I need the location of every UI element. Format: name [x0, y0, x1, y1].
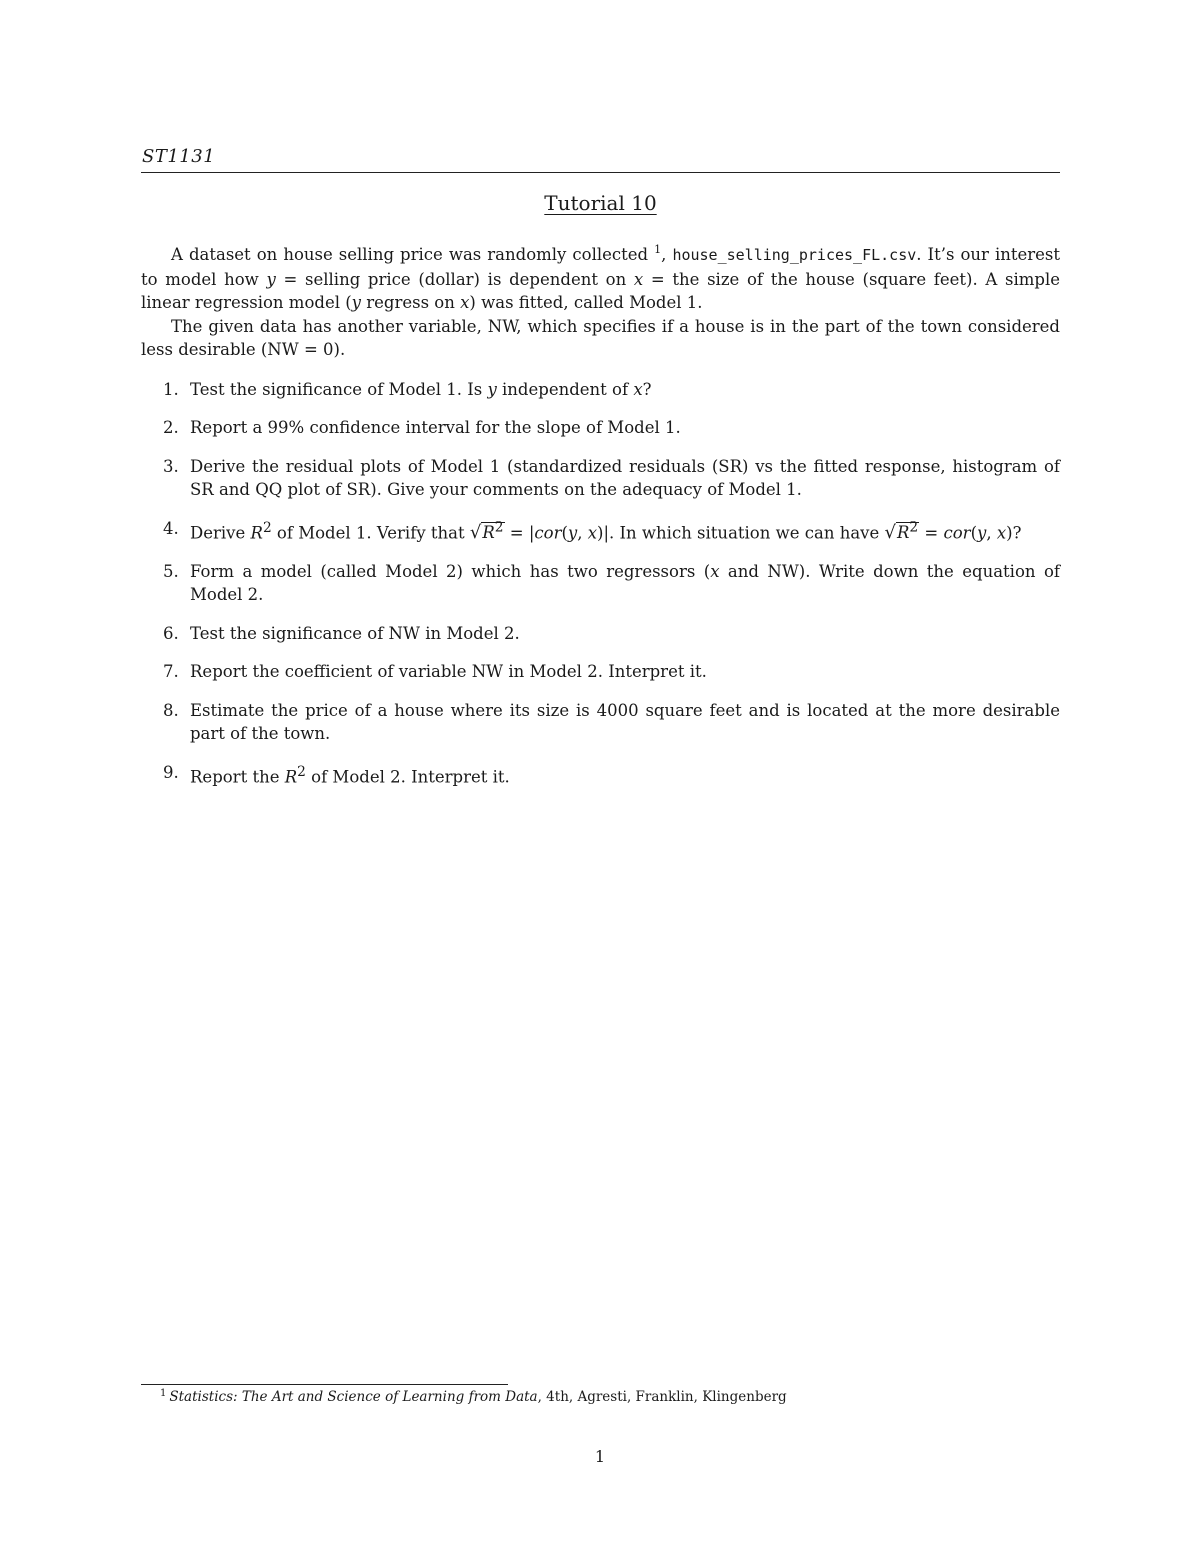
- intro-text: = selling price (dollar) is dependent on: [275, 269, 634, 289]
- question-text: Estimate the price of a house where its size is 4000 square feet and is located at the more desirable part of the town.: [190, 700, 1060, 743]
- math-superscript: 2: [494, 519, 504, 536]
- question-text: independent of: [496, 379, 634, 399]
- question-list: [141, 378, 1060, 789]
- math-variable-y: y: [266, 269, 276, 289]
- question-number: 4.: [163, 518, 179, 538]
- question-number: 3.: [163, 456, 179, 476]
- question-text: of Model 1. Verify that: [271, 523, 470, 542]
- math-variable-r: R: [250, 523, 263, 542]
- radicand: [481, 519, 504, 542]
- question-item: [141, 660, 1060, 684]
- math-variable-x: x: [633, 379, 643, 399]
- question-item: [141, 416, 1060, 440]
- footnote-divider: [141, 1384, 508, 1385]
- question-number: 1.: [163, 379, 179, 399]
- radical-sign: √: [884, 522, 896, 543]
- page-header: [141, 146, 1060, 173]
- question-text: Derive: [190, 523, 251, 542]
- page-number: 1: [594, 1447, 606, 1466]
- intro-text: . It’s our interest to model how: [141, 245, 1060, 289]
- question-text: Derive the residual plots of Model 1 (standardized residuals (SR) vs the fitted response, histogram of SR and QQ plot of SR). Give your comments on the adequacy of Model 1.: [190, 456, 1060, 499]
- radicand: [896, 519, 919, 542]
- question-text: and NW). Write down the equation of Model 2.: [190, 561, 1060, 604]
- question-text: Test the significance of Model 1. Is: [190, 379, 488, 399]
- dataset-filename: house_selling_prices_FL.csv: [672, 246, 917, 264]
- question-text: ,: [986, 523, 997, 542]
- question-number: 9.: [163, 762, 179, 782]
- footnote: [160, 1388, 787, 1405]
- question-number: 5.: [163, 561, 179, 581]
- math-variable-y: y: [567, 523, 578, 542]
- question-text: Report the coefficient of variable NW in Model 2. Interpret it.: [190, 662, 707, 681]
- title-text: Tutorial 10: [544, 191, 657, 215]
- question-text: Report the: [190, 767, 285, 786]
- question-text: of Model 2. Interpret it.: [305, 767, 510, 786]
- math-variable-y: y: [351, 293, 361, 312]
- intro-text: = the size of the house (square feet). A simple linear regression model (: [141, 269, 1060, 312]
- math-variable-x: x: [633, 269, 644, 289]
- intro-text: A dataset on house selling price was randomly collected: [171, 245, 655, 264]
- footnote-mark: 1: [160, 1388, 167, 1399]
- question-number: 6.: [163, 623, 179, 643]
- math-function-cor: cor: [534, 523, 562, 542]
- question-text: ?: [642, 379, 652, 399]
- footnote-reference: 1: [654, 243, 662, 256]
- question-number: 2.: [163, 418, 179, 437]
- question-item: [141, 699, 1060, 746]
- question-text: =: [919, 523, 944, 542]
- math-variable-y: y: [487, 379, 497, 399]
- question-text: ,: [577, 523, 588, 542]
- question-number: 7.: [163, 662, 179, 681]
- radical-sign: √: [469, 522, 482, 543]
- math-variable-x: x: [460, 293, 470, 312]
- question-text: (: [970, 523, 977, 542]
- math-variable-y: y: [977, 523, 987, 542]
- question-item: [141, 622, 1060, 646]
- math-superscript: 2: [262, 519, 272, 536]
- question-item: [141, 517, 1060, 545]
- math-variable-x: x: [710, 561, 720, 581]
- math-variable-x: x: [587, 523, 598, 542]
- math-variable-r: R: [896, 523, 910, 542]
- question-text: Test the significance of NW in Model 2.: [190, 623, 520, 643]
- question-number: 8.: [163, 700, 179, 720]
- intro-text: ) was fitted, called Model 1.: [469, 293, 703, 312]
- page-title: [141, 191, 1060, 215]
- question-item: [141, 378, 1060, 402]
- question-item: [141, 560, 1060, 607]
- math-variable-r: R: [482, 523, 495, 542]
- question-text: Form a model (called Model 2) which has two regressors (: [190, 561, 711, 581]
- intro-paragraph-2: The given data has another variable, NW, which specifies if a house is in the part of the town considered less desirable (NW = 0).: [141, 316, 1060, 359]
- question-text: Report a 99% confidence interval for the slope of Model 1.: [190, 418, 681, 437]
- footnote-book-title: Statistics: The Art and Science of Learning from Data: [169, 1389, 538, 1405]
- math-variable-x: x: [996, 523, 1007, 542]
- question-item: [141, 761, 1060, 789]
- question-text: )|. In which situation we can have: [597, 523, 885, 542]
- question-item: [141, 455, 1060, 502]
- math-variable-r: R: [284, 767, 298, 786]
- intro-paragraph-1: [141, 243, 1060, 315]
- question-text: )?: [1006, 523, 1022, 542]
- footnote-text: , 4th, Agresti, Franklin, Klingenberg: [537, 1389, 787, 1405]
- question-text: = |: [504, 523, 535, 542]
- intro-text: ,: [661, 245, 673, 264]
- document-body: [141, 243, 1060, 804]
- math-function-cor: cor: [943, 523, 971, 542]
- math-superscript: 2: [297, 763, 306, 780]
- square-root-expression: [469, 519, 505, 543]
- square-root-expression: [884, 519, 920, 543]
- course-code: ST1131: [142, 146, 216, 167]
- intro-text: regress on: [361, 293, 461, 312]
- question-text: (: [561, 523, 568, 542]
- math-superscript: 2: [909, 519, 919, 536]
